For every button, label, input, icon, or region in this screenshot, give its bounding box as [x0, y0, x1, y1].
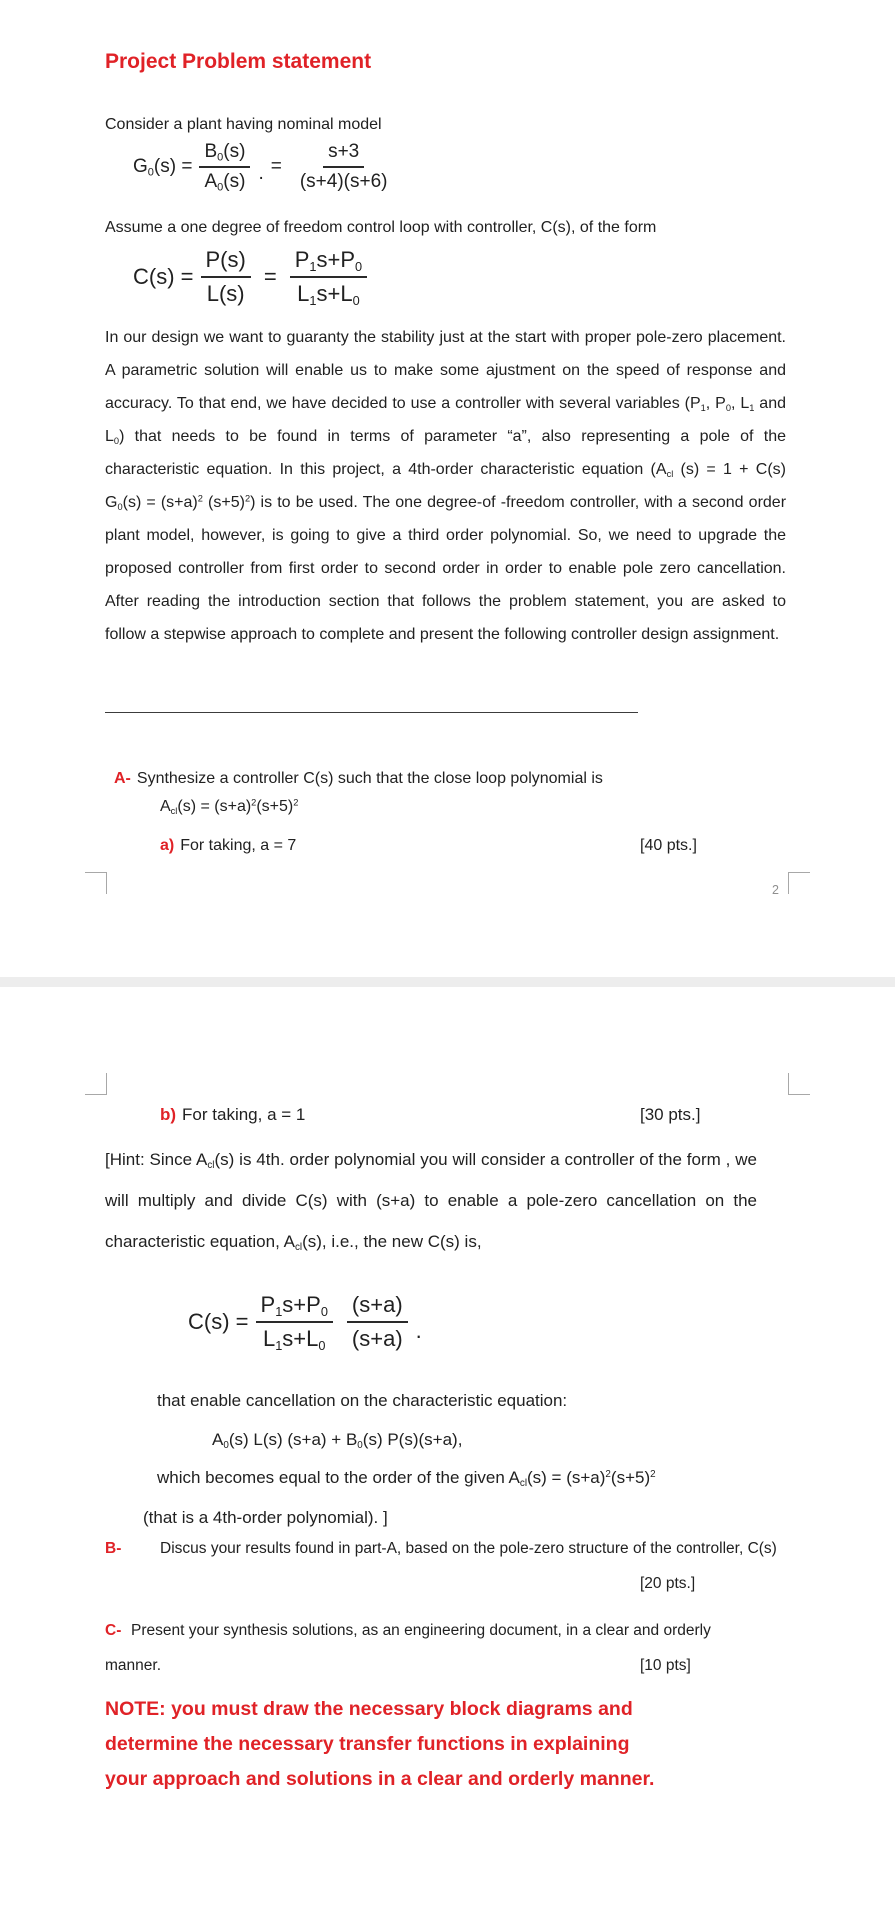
fraction-denominator: L(s): [206, 281, 245, 306]
fourth-order-text: (that is a 4th-order polynomial). ]: [143, 1508, 388, 1527]
equation-lhs: C(s) =: [133, 264, 194, 289]
page2-top-right-boundary-mark: [788, 1073, 810, 1095]
item-B-label: B-: [105, 1540, 122, 1557]
fraction: [295, 141, 393, 193]
page-break-divider: [0, 977, 895, 987]
equals-sign: =: [270, 156, 282, 177]
item-a: [160, 835, 720, 857]
fraction: [290, 247, 367, 307]
assume-text: Assume a one degree of freedom control loop with controller, C(s), of the form: [105, 219, 657, 236]
section-a-heading: [114, 768, 603, 790]
section-a-text: Synthesize a controller C(s) such that the close loop polynomial is: [136, 770, 603, 787]
item-a-points: [40 pts.]: [640, 837, 697, 854]
problem-statement-paragraph: In our design we want to guaranty the stability just at the start with proper pole-zero placement. A parametric solution will enable us to make some ajustment on the speed of response and accuracy. To that end, we have decided to use a controller with several variables ($P_1$, $P_0$, $L_1$ and $L_0$) that needs to be found in terms of parameter “a”, also representing a pole of the characteristic equation. In this project, a 4th-order characteristic equation ($A_{cl}$ (s) = 1 + C(s) $G_0(s) = (s+a)^2$ $(s+5)^2$) is to be used. The one degree-of -freedom controller, with a second order plant model, however, is going to give a third order polynomial. So, we need to upgrade the proposed controller from first order to second order in order to enable pole zero cancellation. After reading the introduction section that follows the problem statement, you are asked to follow a stepwise approach to complete and present the following controller design assignment.: [105, 329, 787, 643]
section-a-label: A-: [114, 770, 131, 787]
item-C-text: Present your synthesis solutions, as an engineering document, in a clear and orderly manner.: [105, 1622, 711, 1674]
equation-period: .: [258, 163, 264, 184]
fraction-numerator: $P_1s+P_0$: [256, 1292, 333, 1323]
item-b-label: b): [160, 1105, 177, 1124]
fraction: [347, 1292, 408, 1352]
separator-line: [105, 712, 638, 713]
characteristic-equation-expansion: $A_0(s)$ L(s) $(s+a) + B_0(s)$ P(s)(s+a),: [212, 1430, 463, 1451]
item-a-text: For taking, a = 7: [180, 837, 297, 854]
plant-model-equation: [133, 141, 399, 193]
intro-text: Consider a plant having nominal model: [105, 116, 382, 133]
note-paragraph: NOTE: you must draw the necessary block diagrams and determine the necessary transfer functions in explaining your approach and solutions in a clear and orderly manner.: [105, 1698, 655, 1790]
fraction-numerator: (s+a): [347, 1292, 408, 1323]
fraction-numerator: P(s): [201, 247, 251, 278]
item-B: [105, 1531, 786, 1592]
item-b-text: For taking, a = 1: [182, 1105, 306, 1124]
page-title: Project Problem statement: [105, 50, 372, 73]
item-a-label: a): [160, 837, 175, 854]
item-C-label: C-: [105, 1622, 122, 1639]
fraction-denominator: $A_0(s)$: [204, 171, 246, 194]
item-B-points: [20 pts.]: [640, 1575, 696, 1592]
fraction-numerator: $B_0(s)$: [199, 141, 250, 168]
closed-loop-polynomial: $A_{cl}(s) = (s+a)^2(s+5)^2$: [160, 797, 299, 816]
item-C-points: [10 pts]: [640, 1657, 691, 1674]
hint-paragraph: [Hint: Since $A_{cl}(s)$ is 4th. order polynomial you will consider a controller of the form , we will multiply and divide C(s) with (s+a) to enable a pole-zero cancellation on the characteristic equation, $A_{cl}(s)$, i.e., the new C(s) is,: [105, 1150, 757, 1253]
fraction: [256, 1292, 333, 1352]
fraction: [201, 247, 251, 307]
item-b: [160, 1104, 720, 1127]
becomes-equal-text: which becomes equal to the order of the given $A_{cl}(s) = (s+a)^2(s+5)^2$: [157, 1468, 656, 1489]
enable-cancellation-text: that enable cancellation on the characteristic equation:: [157, 1391, 568, 1410]
equation-lhs: $G_0(s)$ =: [133, 156, 193, 179]
fraction-denominator: $L_1s+L_0$: [297, 281, 360, 308]
equation-lhs: C(s) =: [188, 1309, 249, 1334]
fraction-numerator: $P_1s+P_0$: [290, 247, 367, 278]
page-number: 2: [772, 883, 779, 897]
page1-bottom-right-boundary-mark: [788, 872, 810, 894]
item-C: [105, 1613, 750, 1683]
page2-top-left-boundary-mark: [85, 1073, 107, 1095]
item-b-points: [30 pts.]: [640, 1105, 701, 1124]
fraction: [199, 141, 250, 193]
item-B-text: Discus your results found in part-A, based on the pole-zero structure of the controller, C(s): [160, 1540, 777, 1557]
fraction-denominator: $L_1s+L_0$: [262, 1326, 326, 1353]
page1-bottom-left-boundary-mark: [85, 872, 107, 894]
fraction-denominator: (s+4)(s+6): [299, 171, 388, 192]
controller-equation: [133, 247, 374, 307]
equation-period: .: [415, 1318, 422, 1343]
fraction-denominator: (s+a): [351, 1326, 403, 1351]
fraction-numerator: s+3: [323, 141, 364, 168]
new-controller-equation: [188, 1292, 423, 1352]
equals-sign: =: [263, 264, 277, 289]
